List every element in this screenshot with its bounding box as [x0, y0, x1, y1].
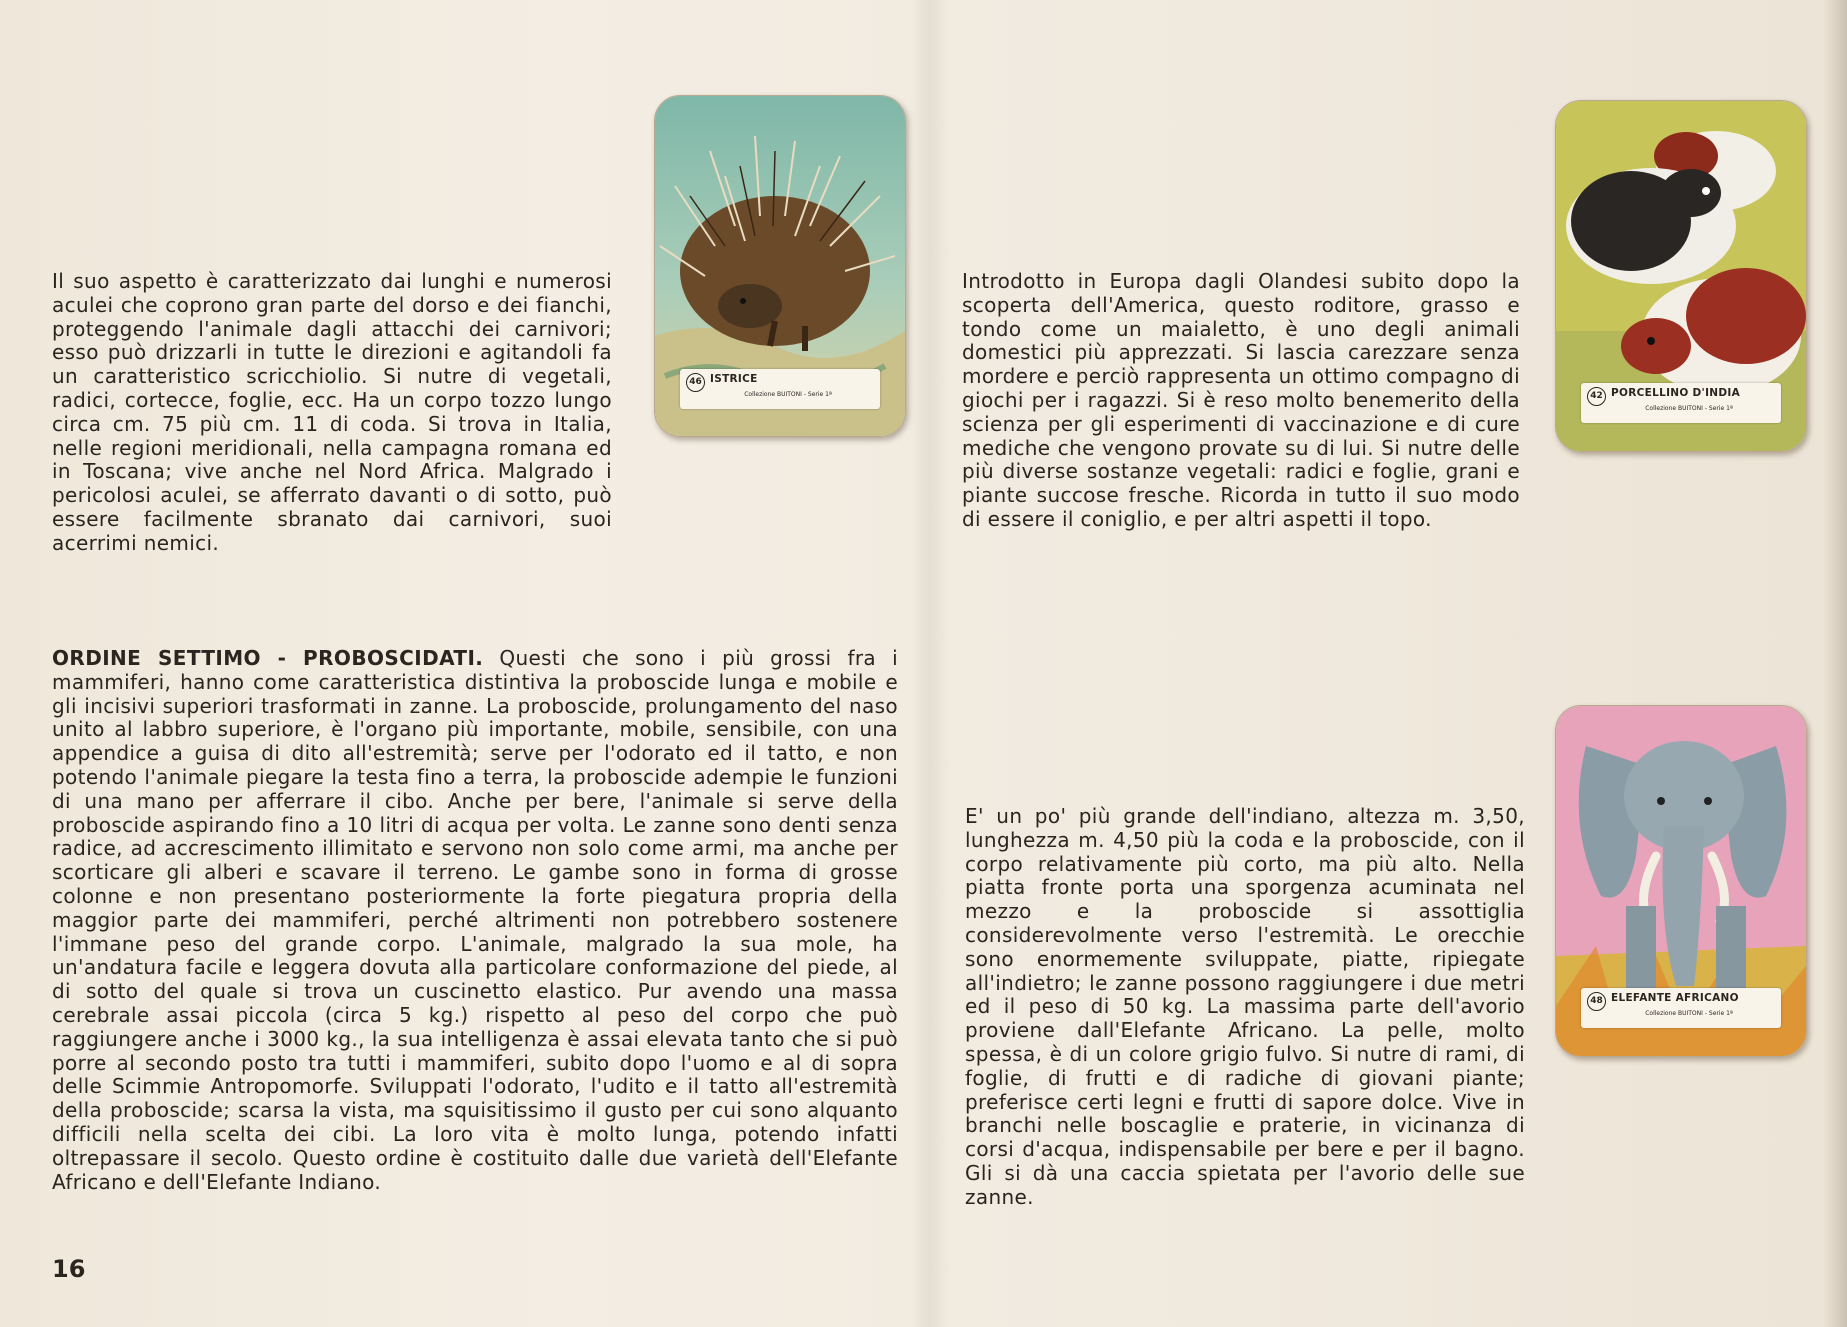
- porcupine-description: Il suo aspetto è caratterizzato dai lunghi e numerosi aculei che coprono gran parte del dorso e dei fianchi, proteggendo l'animale dagli attacchi dei carnivori; esso può drizzarli in tutte le direzioni e agitandoli fa un caratteristico scricchiolio. Si nutre di vegetali, radici, cortecce, foglie, ecc. Ha un corpo tozzo lungo circa cm. 75 più cm. 11 di coda. Si trova in Italia, nelle regioni meridionali, nella campagna romana ed in Toscana; vive anche nel Nord Africa. Malgrado i pericolosi aculei, se afferrato davanti o di sotto, può essere facilmente sbranato dai carnivori, suoi acerrimi nemici.: [52, 269, 612, 555]
- card-elefante: [1555, 705, 1807, 1057]
- card-istrice: [654, 95, 906, 437]
- card-collection: Collezione BUITONI - Serie 1ª: [1645, 1010, 1733, 1017]
- guinea-pig-description: Introdotto in Europa dagli Olandesi subito dopo la scoperta dell'America, questo roditore, grasso e tondo come un maialetto, è uno degli animali domestici più apprezzati. Si lascia carezzare senza mordere e perciò rappresenta un ottimo compagno di giochi per i ragazzi. Si è reso molto benemerito della scienza per gli esperimenti di vaccinazione e di cure mediche che vengono provate su di lui. Si nutre delle più diverse sostanze vegetali: radici e foglie, grani e piante succose fresche. Ricorda in tutto il suo modo di essere il coniglio, e per altri aspetti il topo.: [962, 269, 1520, 531]
- card-label: [1581, 988, 1781, 1028]
- page-edge-shadow: [1823, 0, 1847, 1327]
- card-label: [680, 369, 880, 409]
- card-title: ELEFANTE AFRICANO: [1611, 992, 1739, 1004]
- elephant-description: E' un po' più grande dell'indiano, altezza m. 3,50, lunghezza m. 4,50 più la coda e la proboscide, con il corpo relativamente più corto, ma più alto. Nella piatta fronte porta una sporgenza acuminata nel mezzo e la proboscide si assottiglia considerevolmente verso l'estremità. Le orecchie sono enormemente sviluppate, piatte, ripiegate all'indietro; le zanne possono raggiungere i due metri ed il peso di 50 kg. La massima parte dell'avorio proviene dall'Elefante Africano. La pelle, molto spessa, è di un colore grigio fulvo. Si nutre di rami, di foglie, di frutti e di radiche di giovani piante; preferisce certi legni e frutti di sapore dolce. Vive in branchi nelle boscaglie e praterie, in vicinanza di corsi d'acqua, indispensabile per bere e per il bagno. Gli si dà una caccia spietata per l'avorio delle sue zanne.: [965, 804, 1525, 1209]
- section-body: Questi che sono i più grossi fra i mammiferi, hanno come caratteristica distintiva la proboscide lunga e mobile e gli incisivi superiori trasformati in zanne. La proboscide, prolungamento del naso unito al labbro superiore, è l'organo più importante, mobile, sensibile, con una appendice a guisa di dito all'estremità; serve per l'odorato ed il tatto, e non potendo l'animale piegare la testa fino a terra, la proboscide adempie le funzioni di una mano per afferrare il cibo. Anche per bere, l'animale si serve della proboscide aspirando fino a 10 litri di acqua per volta. Le zanne sono denti senza radice, ad accrescimento illimitato e servono non solo come armi, ma anche per scorticare gli alberi e scavare il terreno. Le gambe sono in forma di grosse colonne e non presentano posteriormente la forte piegatura propria della maggior parte dei mammiferi, perché altrimenti non potrebbero sostenere l'immane peso del grande corpo. L'animale, malgrado la sua mole, ha un'andatura facile e leggera dovuta alla particolare conformazione del piede, al di sotto del quale si trova un cuscinetto elastico. Pur avendo una massa cerebrale assai piccola (circa 5 kg.) rispetto al peso del corpo che può raggiungere anche i 3000 kg., la sua intelligenza è assai elevata tanto che si può porre al secondo posto tra tutti i mammiferi, subito dopo l'uomo e al di sopra delle Scimmie Antropomorfe. Sviluppati l'odorato, l'udito e il tatto all'estremità della proboscide; scarsa la vista, ma squisitissimo il gusto per cui sono alquanto difficili nella scelta dei cibi. La loro vita è molto lunga, potendo infatti oltrepassare il secolo. Questo ordine è costituito dalle due varietà dell'Elefante Africano e dell'Elefante Indiano.: [52, 646, 898, 1194]
- page-fold: [910, 0, 950, 1327]
- card-collection: Collezione BUITONI - Serie 1ª: [1645, 405, 1733, 412]
- page-number: 16: [52, 1255, 86, 1283]
- proboscidati-section: [52, 647, 898, 1194]
- card-label: [1581, 383, 1781, 423]
- card-title: ISTRICE: [710, 372, 758, 385]
- section-heading: ORDINE SETTIMO - PROBOSCIDATI.: [52, 646, 484, 670]
- card-title: PORCELLINO D'INDIA: [1611, 387, 1741, 399]
- card-number: 42: [1587, 387, 1606, 406]
- card-porcellino: [1555, 100, 1807, 452]
- card-number: 46: [686, 373, 705, 392]
- card-number: 48: [1587, 992, 1606, 1011]
- card-collection: Collezione BUITONI - Serie 1ª: [744, 390, 832, 398]
